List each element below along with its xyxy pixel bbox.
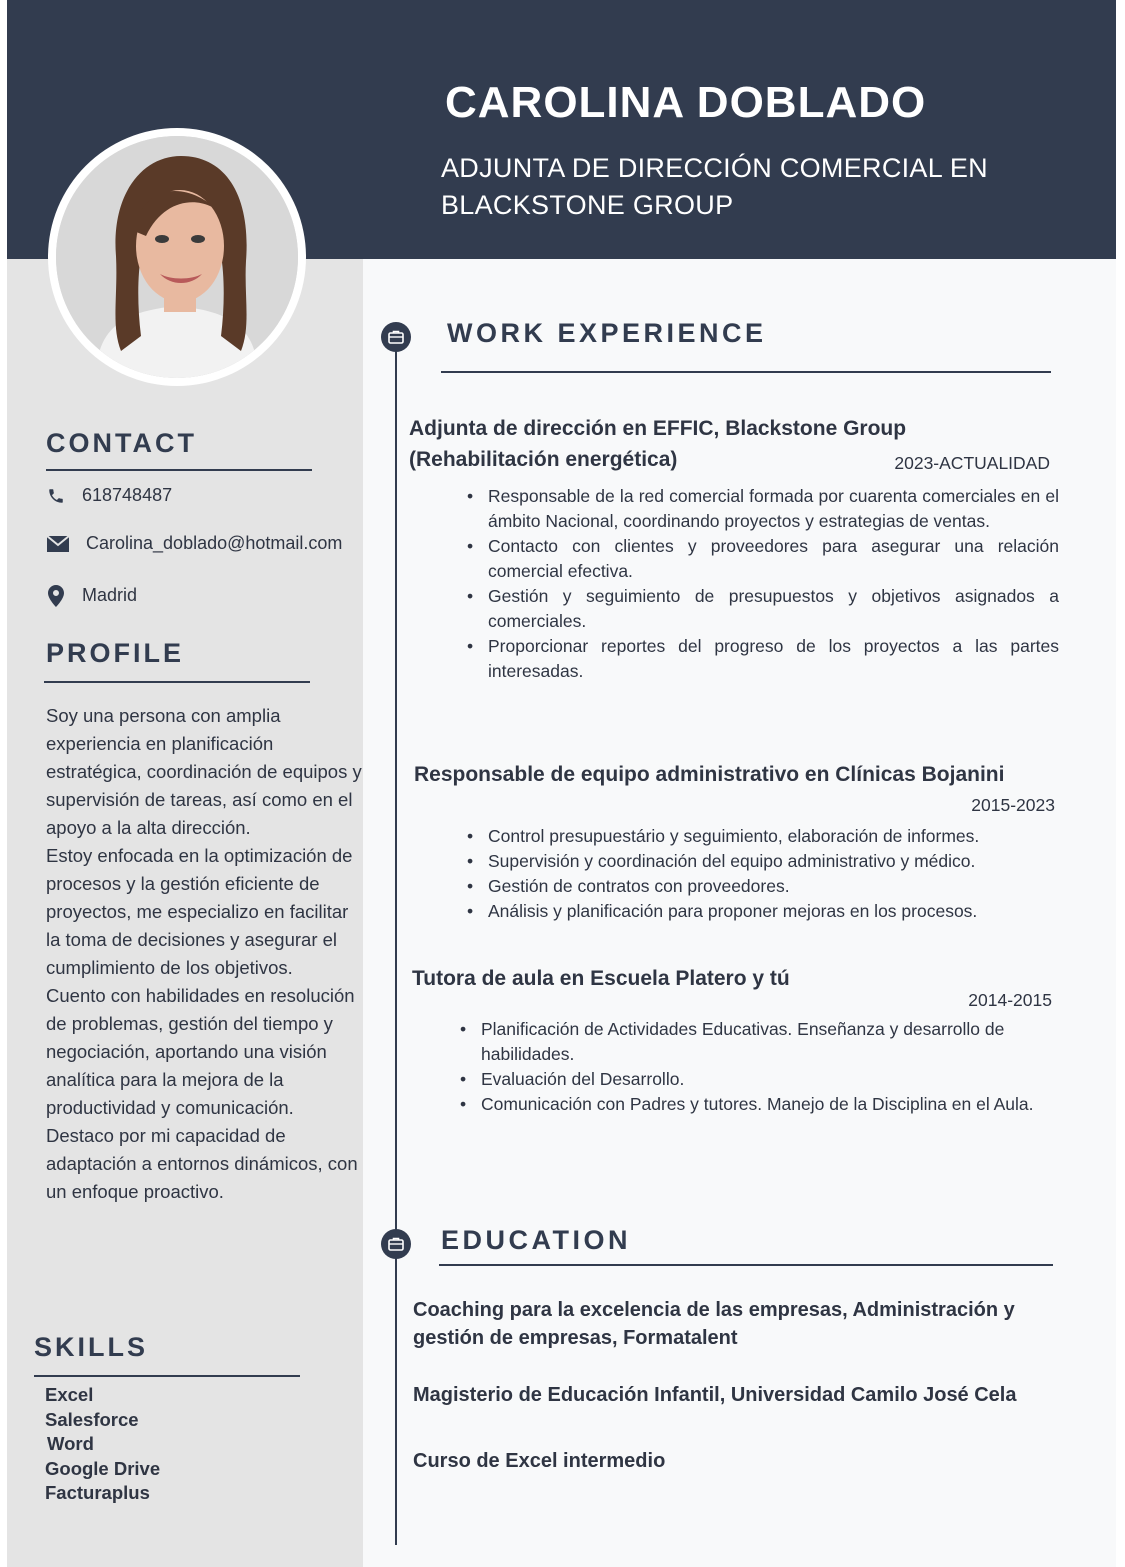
education-heading: EDUCATION [441, 1225, 631, 1255]
job-bullets [455, 1017, 1045, 1117]
location-pin-icon [46, 586, 66, 606]
list-item: • Análisis y planificación para proponer mejoras en los procesos. [462, 899, 1062, 924]
phone-icon [46, 486, 66, 506]
profile-paragraph: Estoy enfocada en la optimización de procesos y la gestión eficiente de proyectos, me especializo en facilitar la toma de decisiones y asegurar el cumplimiento de los objetivos. [46, 845, 353, 978]
profile-divider [44, 681, 310, 683]
skill-item: Salesforce [45, 1408, 139, 1430]
job-title: Responsable de equipo administrativo en Clínicas Bojanini [414, 763, 1005, 786]
skill-item: Google Drive [45, 1457, 161, 1479]
education-item: Coaching para la excelencia de las empresas, Administración y gestión de empresas, Formatalent [413, 1299, 1015, 1349]
list-item: • Proporcionar reportes del progreso de los proyectos a las partes interesadas. [462, 634, 1059, 684]
mail-icon [46, 534, 70, 554]
job-title-line: (Rehabilitación energética) [409, 448, 678, 471]
profile-photo [48, 128, 306, 386]
profile-paragraph: Destaco por mi capacidad de adaptación a entornos dinámicos, con un enfoque proactivo. [46, 1125, 358, 1202]
list-item: • Gestión y seguimiento de presupuestos y objetivos asignados a comerciales. [462, 584, 1059, 634]
portrait-illustration [56, 136, 298, 378]
skill-item: Word [47, 1433, 94, 1454]
skills-divider [34, 1375, 300, 1377]
list-item: • Contacto con clientes y proveedores para asegurar una relación comercial efectiva. [462, 534, 1059, 584]
education-divider [439, 1264, 1053, 1266]
contact-divider [46, 469, 312, 471]
list-item: • Responsable de la red comercial formada por cuarenta comerciales en el ámbito Nacional, coordinando proyectos y estrategias de ventas. [462, 484, 1059, 534]
briefcase-icon [381, 322, 411, 352]
job-date: 2015-2023 [971, 795, 1055, 815]
job-bullets [462, 484, 1059, 684]
resume-page [7, 0, 1116, 1567]
work-experience-heading: WORK EXPERIENCE [447, 318, 767, 348]
job-title: Tutora de aula en Escuela Platero y tú [412, 967, 790, 990]
location-text: Madrid [82, 585, 138, 605]
list-item: • Planificación de Actividades Educativas. Enseñanza y desarrollo de habilidades. [455, 1017, 1045, 1067]
profile-paragraph: Cuento con habilidades en resolución de problemas, gestión del tiempo y negociación, aportando una visión analítica para la mejora de la productividad y comunicación. [46, 985, 355, 1118]
title-line-1: ADJUNTA DE DIRECCIÓN COMERCIAL EN [441, 153, 988, 183]
list-item: • Supervisión y coordinación del equipo administrativo y médico. [462, 849, 1062, 874]
contact-email [46, 533, 342, 554]
list-item: • Comunicación con Padres y tutores. Manejo de la Disciplina en el Aula. [455, 1092, 1045, 1117]
contact-location [46, 585, 137, 606]
job-title-line: Adjunta de dirección en EFFIC, Blackstone Group [409, 417, 907, 440]
skills-list [45, 1383, 160, 1506]
phone-number[interactable]: 618748487 [82, 485, 173, 505]
work-divider [441, 371, 1051, 373]
profile-text [46, 702, 364, 1206]
contact-phone [46, 485, 172, 506]
skills-heading: SKILLS [34, 1332, 149, 1362]
timeline-line [395, 350, 397, 1545]
avatar [56, 136, 298, 378]
job-bullets [462, 824, 1062, 924]
skill-item: Excel [45, 1384, 94, 1405]
profile-heading: PROFILE [46, 638, 185, 668]
profile-paragraph: Soy una persona con amplia experiencia en planificación estratégica, coordinación de equipos y supervisión de tareas, así como en el apoyo a la alta dirección. [46, 705, 362, 838]
job-date: 2014-2015 [968, 990, 1052, 1010]
education-item: Curso de Excel intermedio [413, 1450, 666, 1472]
list-item: • Gestión de contratos con proveedores. [462, 874, 1062, 899]
skill-item: Facturaplus [45, 1482, 150, 1503]
candidate-title [441, 150, 1041, 224]
candidate-name: CAROLINA DOBLADO [445, 78, 927, 127]
education-item: Magisterio de Educación Infantil, Universidad Camilo José Cela [413, 1384, 1017, 1406]
job-date: 2023-ACTUALIDAD [894, 453, 1050, 473]
contact-heading: CONTACT [46, 428, 197, 458]
title-line-2: BLACKSTONE GROUP [441, 190, 734, 220]
graduation-bag-icon [381, 1229, 411, 1259]
list-item: • Evaluación del Desarrollo. [455, 1067, 1045, 1092]
list-item: • Control presupuestário y seguimiento, elaboración de informes. [462, 824, 1062, 849]
email-address[interactable]: Carolina_doblado@hotmail.com [86, 533, 343, 553]
